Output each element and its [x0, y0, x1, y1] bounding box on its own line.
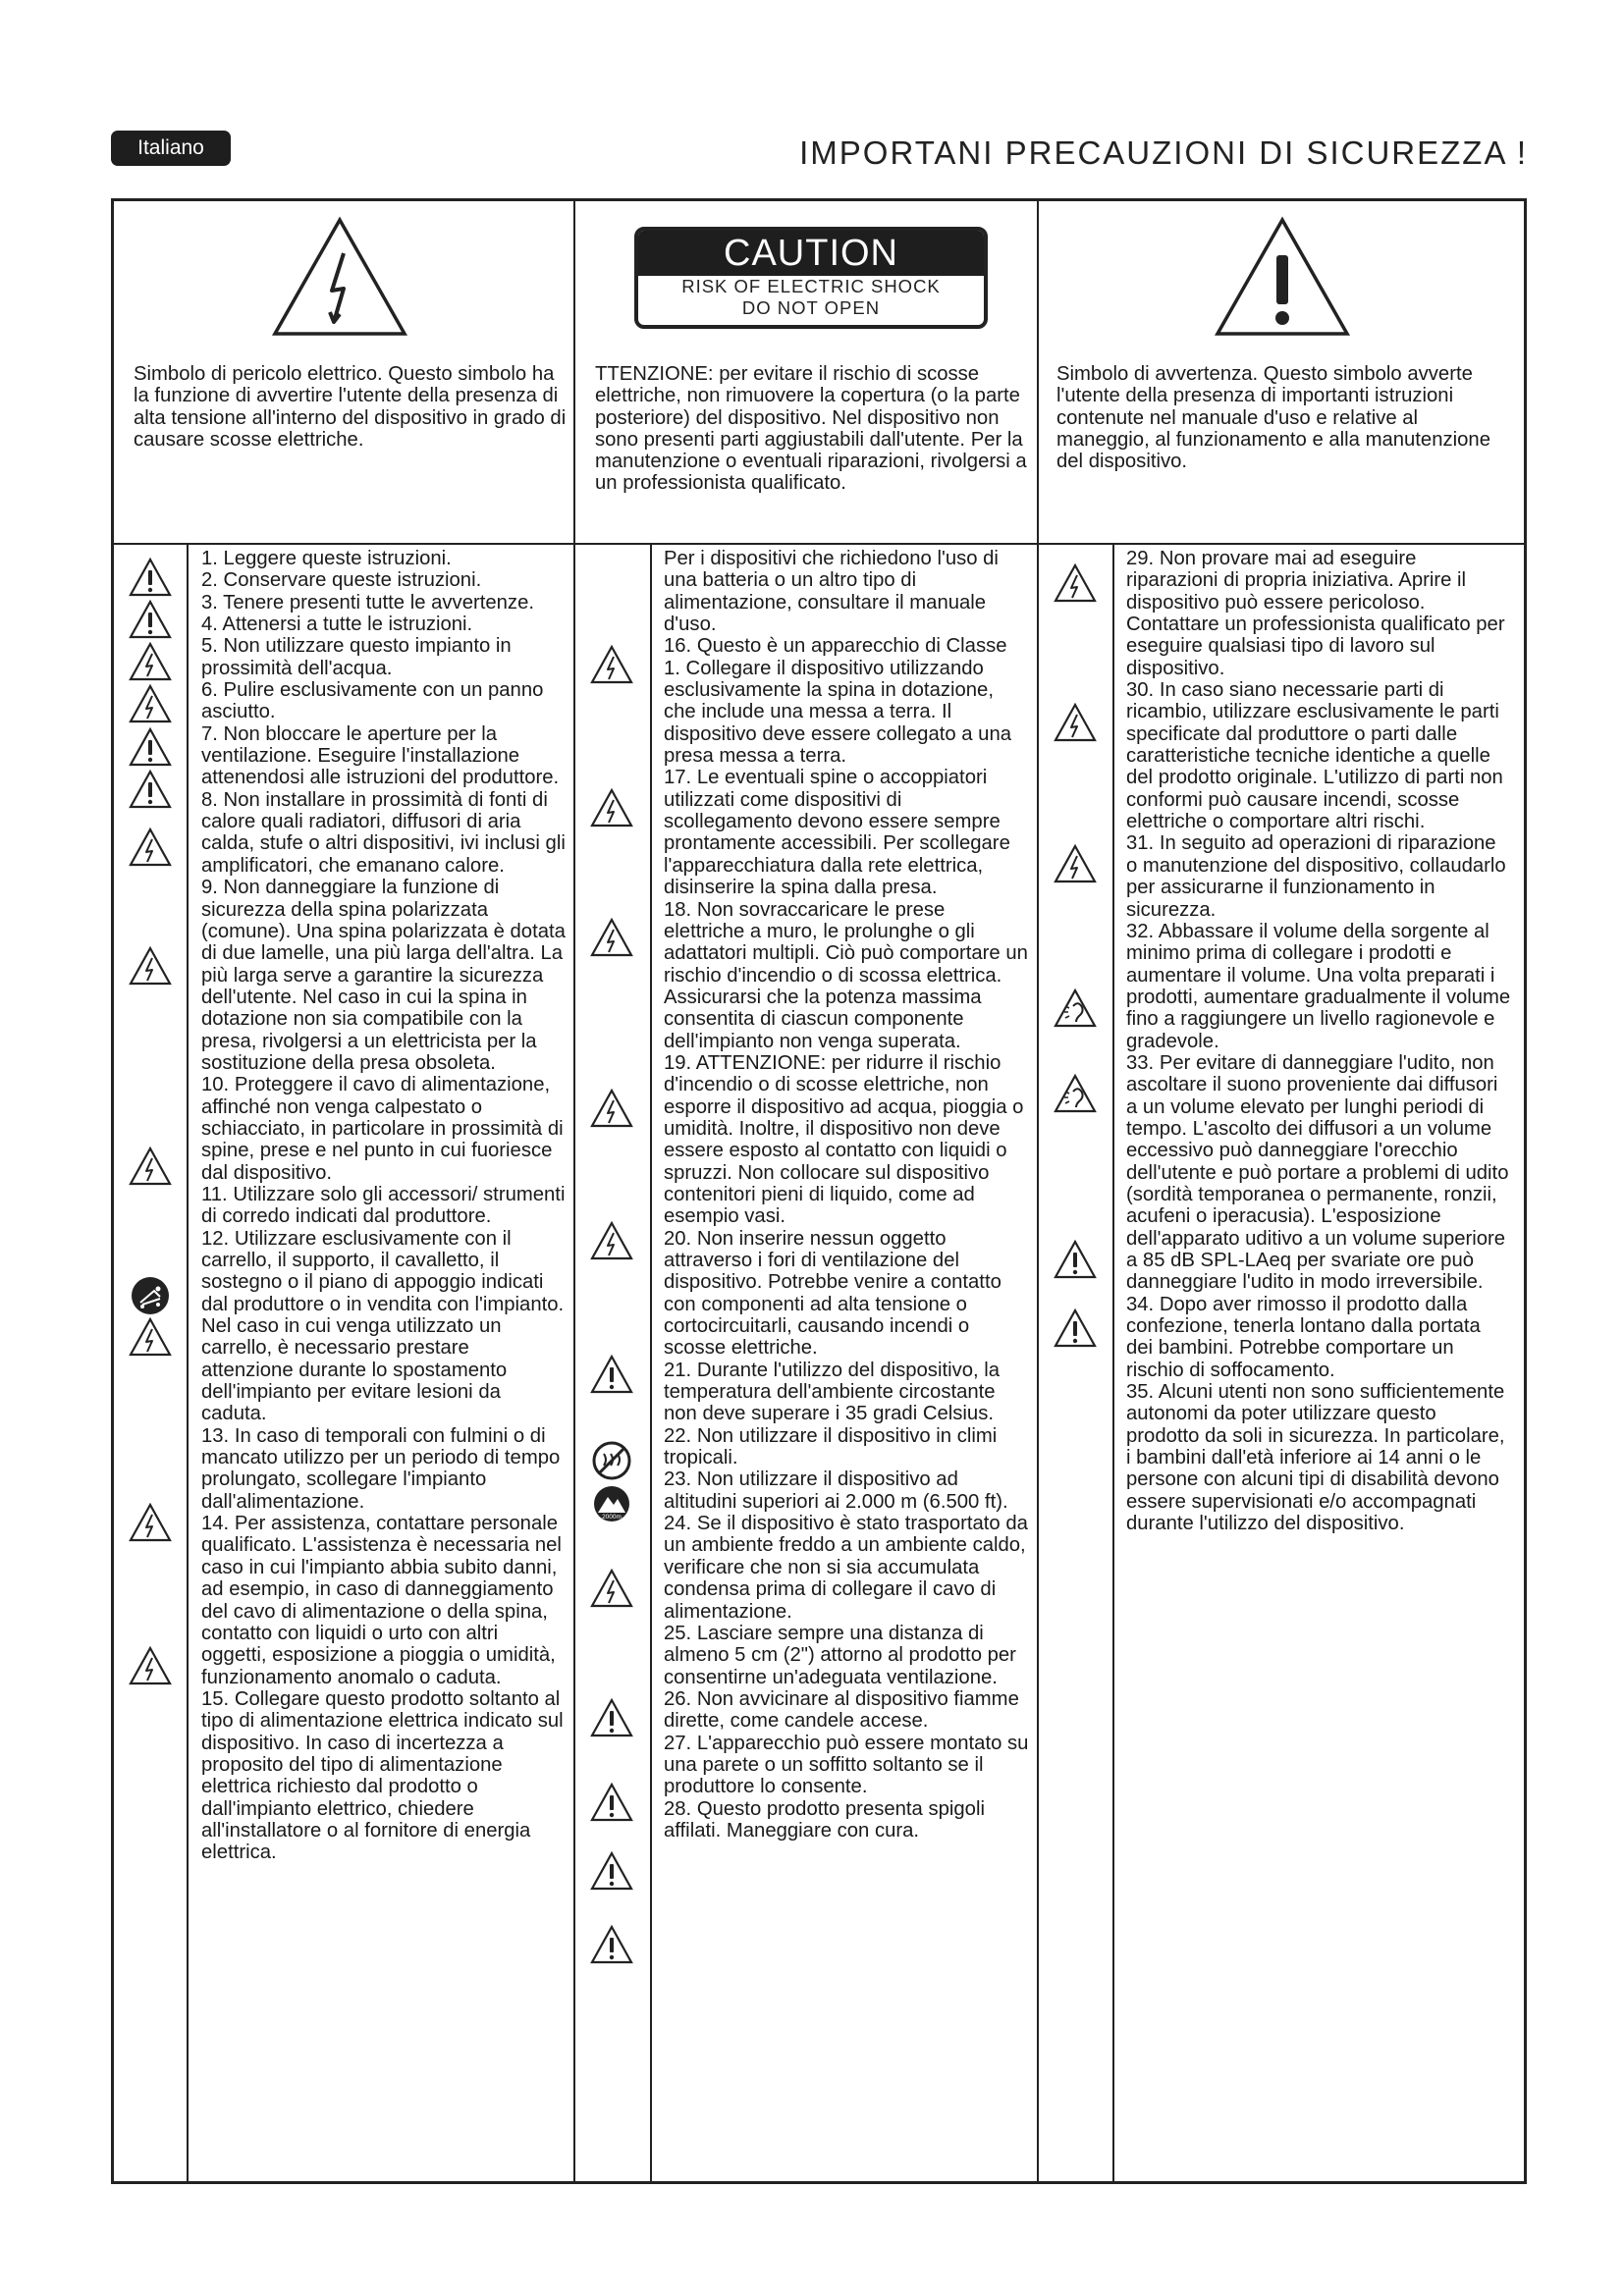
instruction-item: 7. Non bloccare le aperture per la ventilazione. Eseguire l'installazione attenendosi alle istruzioni del produttore.	[201, 722, 560, 789]
lightning-triangle-icon	[590, 1569, 633, 1615]
icon-column-divider	[650, 543, 652, 2181]
exclamation-triangle-icon	[129, 600, 172, 646]
instruction-item: 5. Non utilizzare questo impianto in prossimità dell'acqua.	[201, 635, 512, 679]
instruction-item: 24. Se il dispositivo è stato trasportato da un ambiente freddo a un ambiente caldo, verificare che non si sia accumulata condensa prima di collegare il cavo di alimentazione.	[664, 1513, 1028, 1623]
caution-description: TTENZIONE: per evitare il rischio di scosse elettriche, non rimuovere la copertura (o la parte posteriore) del dispositivo. Nel dispositivo non sono presenti parti aggiustabili dall'utente. Per la manutenzione o eventuali riparazioni, rivolgersi a un professionista qualificato.	[595, 363, 1027, 495]
instruction-item: 19. ATTENZIONE: per ridurre il rischio d'incendio o di scosse elettriche, non esporre il dispositivo ad acqua, pioggia o umidità. Inoltre, il dispositivo non deve essere esposto al contatto con liquidi o spruzzi. Non collocare sul dispositivo contenitori pieni di liquido, come ad esempio vasi.	[664, 1051, 1024, 1228]
lightning-triangle-icon	[590, 1089, 633, 1135]
lightning-triangle-icon	[129, 828, 172, 874]
instruction-item: 26. Non avvicinare al dispositivo fiamme dirette, come candele accese.	[664, 1687, 1019, 1733]
exclamation-triangle-icon	[129, 770, 172, 816]
instruction-item: 29. Non provare mai ad eseguire riparazioni di propria iniziativa. Aprire il dispositivo può essere pericoloso. Contattare un professionista qualificato per eseguire qualsiasi tipo di lavoro sul dispositivo.	[1126, 548, 1505, 679]
warning-symbol-description: Simbolo di avvertenza. Questo simbolo avverte l'utente della presenza di importanti istruzioni contenute nel manuale d'uso e relative al maneggio, al funzionamento e alla manutenzione del dispositivo.	[1056, 363, 1490, 473]
instruction-item: 6. Pulire esclusivamente con un panno asciutto.	[201, 679, 544, 723]
instruction-item: 30. In caso siano necessarie parti di ricambio, utilizzare esclusivamente le parti specificate dal produttore o parti dalle caratteristiche tecniche identiche a quelle del prodotto originale. L'utilizzo di parti non conformi può causare incendi, scosse elettriche o comportare altri rischi.	[1126, 679, 1503, 833]
hearing-warning-icon	[1054, 988, 1097, 1035]
altitude-2000m-icon	[590, 1483, 633, 1529]
instruction-item: Per i dispositivi che richiedono l'uso di una batteria o un altro tipo di alimentazione, consultare il manuale d'uso.	[664, 548, 999, 636]
instruction-item: 9. Non danneggiare la funzione di sicurezza della spina polarizzata (comune). Una spina polarizzata è dotata di due lamelle, una più larga dell'altra. La più larga serve a garantire la sicurezza dell'utente. Nel caso in cui la spina in dotazione non sia compatibile con la presa, rivolgersi a un elettricista per la sostituzione della presa obsoleta.	[201, 877, 566, 1074]
electric-symbol-description: Simbolo di pericolo elettrico. Questo simbolo ha la funzione di avvertire l'utente della presenza di alta tensione all'interno del dispositivo in grado di causare scosse elettriche.	[134, 363, 567, 451]
icon-column-divider	[187, 543, 189, 2181]
lightning-triangle-icon	[1054, 703, 1097, 749]
instruction-item: 12. Utilizzare esclusivamente con il carrello, il supporto, il cavalletto, il sostegno o il piano di appoggio indicati dal produttore o in vendita con l'impianto. Nel caso in cui venga utilizzato un carrello, è necessario prestare attenzione durante lo spostamento dell'impianto per evitare lesioni da caduta.	[201, 1227, 565, 1425]
instruction-item: 15. Collegare questo prodotto soltanto al tipo di alimentazione elettrica indicato sul dispositivo. In caso di incertezza a proposito del tipo di alimentazione elettrica richiesto dal prodotto o dall'impianto elettrico, chiedere all'installatore o al fornitore di energia elettrica.	[201, 1687, 564, 1864]
instruction-item: 22. Non utilizzare il dispositivo in climi tropicali.	[664, 1424, 998, 1469]
instruction-item: 31. In seguito ad operazioni di riparazione o manutenzione del dispositivo, collaudarlo per assicurarne il funzionamento in sicurezza.	[1126, 832, 1506, 921]
instruction-item: 32. Abbassare il volume della sorgente al minimo prima di collegare i prodotti e aumentare il volume. Una volta preparati i prodotti, aumentare gradualmente il volume fino a raggiungere un livello ragionevole e gradevole.	[1126, 920, 1511, 1052]
lightning-triangle-icon	[590, 918, 633, 964]
instruction-item: 11. Utilizzare solo gli accessori/ strumenti di corredo indicati dal produttore.	[201, 1183, 566, 1228]
instruction-item: 4. Attenersi a tutte le istruzioni.	[201, 614, 473, 636]
no-tropical-climate-icon	[590, 1440, 633, 1486]
lightning-triangle-icon	[1054, 844, 1097, 890]
exclamation-triangle-icon	[1054, 1308, 1097, 1355]
instruction-item: 16. Questo è un apparecchio di Classe 1. Collegare il dispositivo utilizzando esclusivamente la spina in dotazione, che include una messa a terra. Il dispositivo deve essere collegato a una presa messa a terra.	[664, 635, 1012, 768]
instruction-item: 23. Non utilizzare il dispositivo ad altitudini superiori ai 2.000 m (6.500 ft).	[664, 1468, 1008, 1513]
electric-shock-warning-icon	[271, 216, 408, 339]
instruction-item: 3. Tenere presenti tutte le avvertenze.	[201, 591, 534, 614]
instruction-item: 25. Lasciare sempre una distanza di almeno 5 cm (2") attorno al prodotto per consentirne un'adeguata ventilazione.	[664, 1622, 1016, 1688]
exclamation-triangle-icon	[590, 1851, 633, 1897]
lightning-triangle-icon	[129, 684, 172, 730]
language-badge: Italiano	[111, 131, 231, 166]
instruction-item: 18. Non sovraccaricare le prese elettriche a muro, le prolunghe o gli adattatori multipli. Ciò può comportare un rischio d'incendio o di scossa elettrica. Assicurarsi che la potenza massima consentita di ciascun componente dell'impianto non venga superata.	[664, 898, 1028, 1052]
column-divider	[573, 201, 575, 2181]
lightning-triangle-icon	[590, 645, 633, 691]
lightning-triangle-icon	[590, 1221, 633, 1267]
lightning-triangle-icon	[129, 1147, 172, 1193]
cart-tip-over-icon	[129, 1275, 172, 1321]
exclamation-triangle-icon	[590, 1783, 633, 1829]
exclamation-triangle-icon	[590, 1925, 633, 1971]
hearing-warning-icon	[1054, 1074, 1097, 1120]
instruction-item: 8. Non installare in prossimità di fonti di calore quali radiatori, diffusori di aria calda, stufe o altri dispositivi, ivi inclusi gli amplificatori, che emanano calore.	[201, 788, 566, 877]
lightning-triangle-icon	[129, 1503, 172, 1549]
instructions-column-2	[664, 548, 1029, 1842]
exclamation-triangle-icon	[1054, 1240, 1097, 1286]
instruction-item: 17. Le eventuali spine o accoppiatori utilizzati come dispositivi di scollegamento devono essere sempre prontamente accessibili. Per scollegare l'apparecchiatura dalla rete elettrica, disinserire la spina dalla presa.	[664, 767, 1010, 899]
instructions-column-3	[1126, 548, 1511, 1534]
safety-sheet	[111, 198, 1527, 2184]
lightning-triangle-icon	[129, 946, 172, 992]
instruction-item: 34. Dopo aver rimosso il prodotto dalla confezione, tenerla lontano dalla portata dei bambini. Potrebbe comportare un rischio di soffocamento.	[1126, 1293, 1481, 1381]
lightning-triangle-icon	[129, 1646, 172, 1692]
instruction-item: 1. Leggere queste istruzioni.	[201, 548, 452, 569]
instruction-item: 21. Durante l'utilizzo del dispositivo, la temperatura dell'ambiente circostante non deve superare i 35 gradi Celsius.	[664, 1359, 1001, 1425]
caution-heading: CAUTION	[638, 231, 984, 276]
icon-column-divider	[1112, 543, 1114, 2181]
page-title: IMPORTANI PRECAUZIONI DI SICUREZZA !	[799, 134, 1528, 171]
caution-label	[634, 227, 988, 329]
instruction-item: 10. Proteggere il cavo di alimentazione, affinché non venga calpestato o schiacciato, in particolare in prossimità di spine, prese e nel punto in cui fuoriesce dal dispositivo.	[201, 1074, 564, 1184]
instruction-item: 28. Questo prodotto presenta spigoli affilati. Maneggiare con cura.	[664, 1797, 985, 1842]
lightning-triangle-icon	[1054, 563, 1097, 610]
instruction-item: 33. Per evitare di danneggiare l'udito, non ascoltare il suono proveniente dai diffusori a un volume elevato per lunghi periodi di tempo. L'ascolto dei diffusori a un volume eccessivo può danneggiare l'orecchio dell'utente e può portare a problemi di udito (sordità temporanea o permanente, ronzii, acufeni o iperacusia). L'esposizione dell'apparato uditivo a un volume superiore a 85 dB SPL-LAeq per svariate ore può danneggiare l'udito in modo irreversibile.	[1126, 1051, 1509, 1294]
caution-line-2: DO NOT OPEN	[741, 297, 881, 318]
instruction-item: 2. Conservare queste istruzioni.	[201, 569, 482, 592]
instructions-column-1	[201, 548, 567, 1864]
general-warning-icon	[1214, 216, 1351, 339]
caution-line-1: RISK OF ELECTRIC SHOCK	[681, 276, 941, 296]
row-divider	[114, 543, 1524, 545]
exclamation-triangle-icon	[590, 1355, 633, 1401]
instruction-item: 13. In caso di temporali con fulmini o di mancato utilizzo per un periodo di tempo prolungato, scollegare l'impianto dall'alimentazione.	[201, 1424, 561, 1513]
lightning-triangle-icon	[129, 1317, 172, 1363]
exclamation-triangle-icon	[129, 558, 172, 604]
exclamation-triangle-icon	[129, 727, 172, 774]
svg-text:2000m: 2000m	[602, 1514, 622, 1521]
instruction-item: 14. Per assistenza, contattare personale qualificato. L'assistenza è necessaria nel caso in cui l'impianto abbia subito danni, ad esempio, in caso di danneggiamento del cavo di alimentazione o della spina, contatto con liquidi o urto con altri oggetti, esposizione a pioggia o umidità, funzionamento anomalo o caduta.	[201, 1513, 562, 1688]
instruction-item: 35. Alcuni utenti non sono sufficientemente autonomi da poter utilizzare questo prodotto da soli in sicurezza. In particolare, i bambini dall'età inferiore ai 14 anni o le persone con alcuni tipi di disabilità devono essere supervisionati e/o accompagnati durante l'utilizzo del dispositivo.	[1126, 1381, 1505, 1535]
instruction-item: 20. Non inserire nessun oggetto attraverso i fori di ventilazione del dispositivo. Potrebbe venire a contatto con componenti ad alta tensione o cortocircuitarli, causando incendi o scosse elettriche.	[664, 1227, 1001, 1360]
instruction-item: 27. L'apparecchio può essere montato su una parete o un soffitto soltanto se il produttore lo consente.	[664, 1732, 1029, 1798]
lightning-triangle-icon	[129, 642, 172, 688]
column-divider	[1037, 201, 1039, 2181]
lightning-triangle-icon	[590, 788, 633, 834]
exclamation-triangle-icon	[590, 1698, 633, 1744]
